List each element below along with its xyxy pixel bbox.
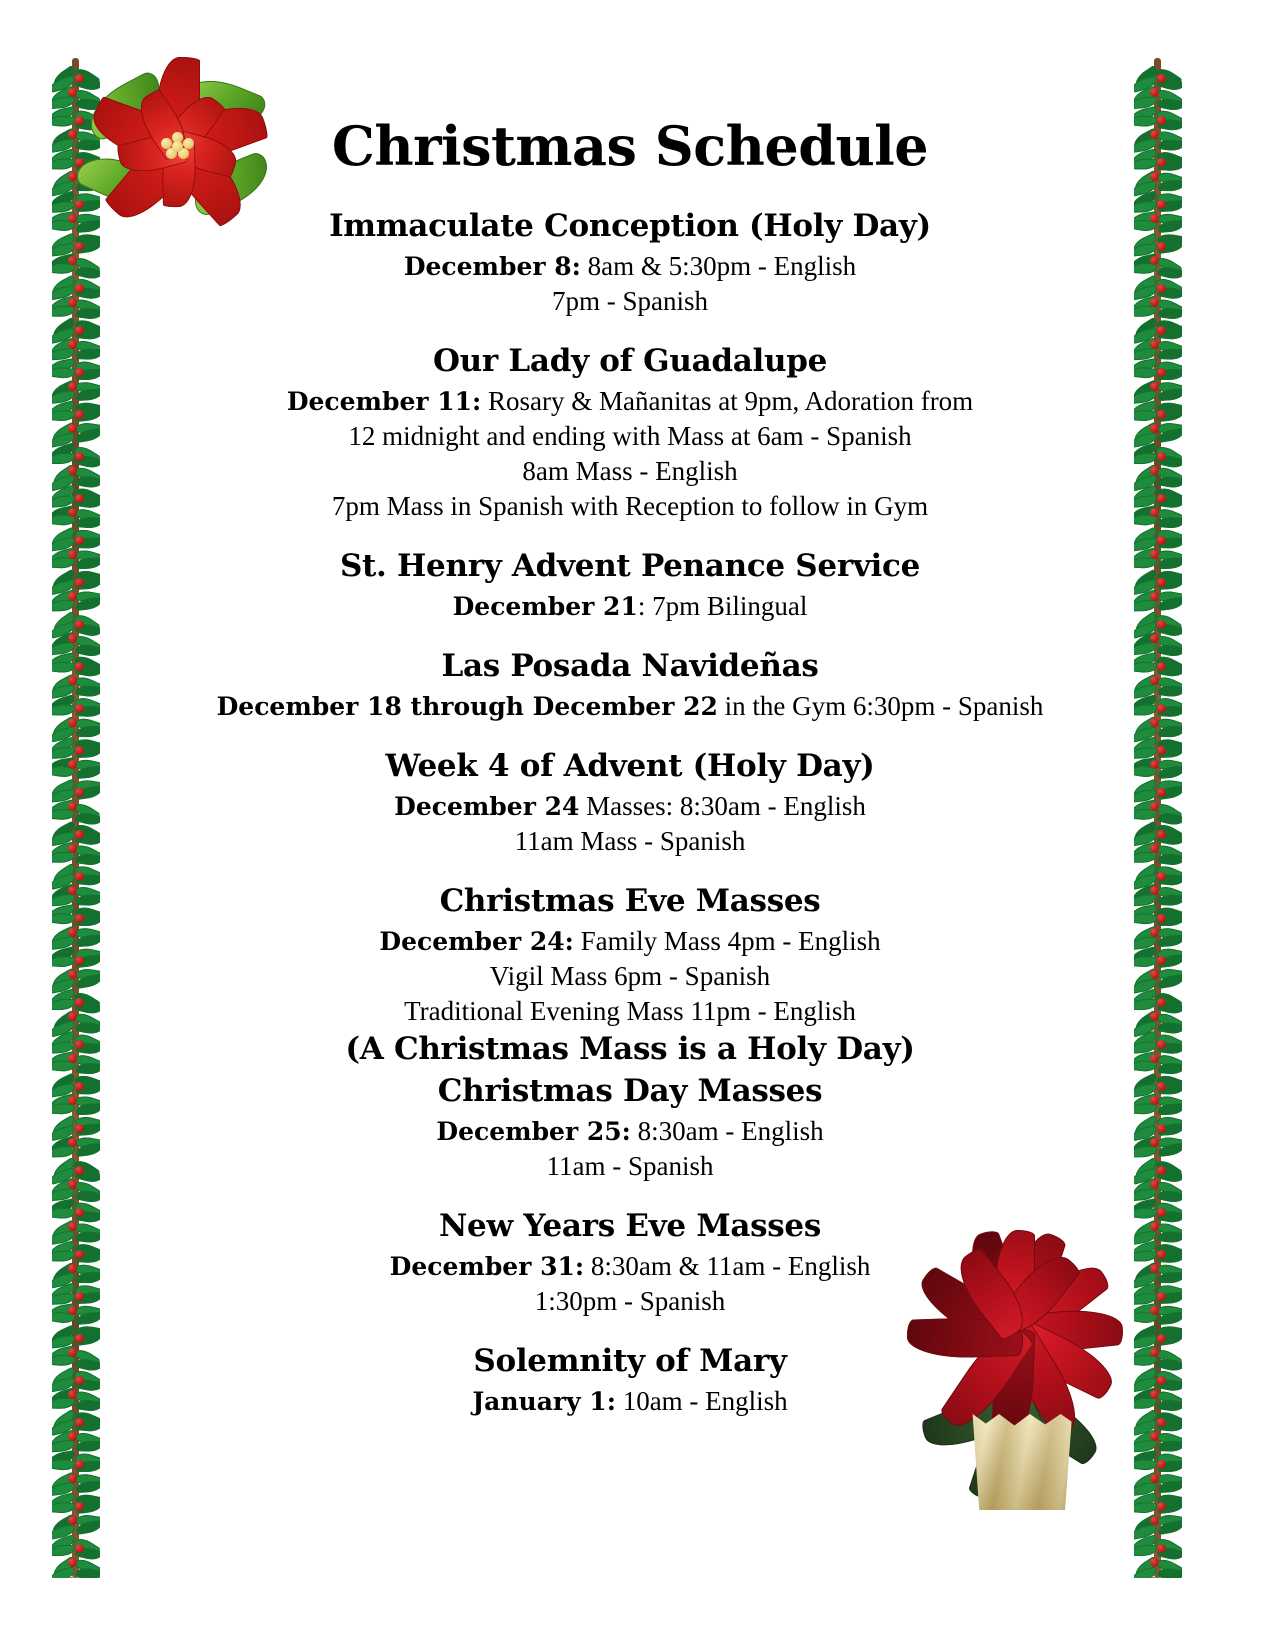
section-heading: New Years Eve Masses (439, 1208, 821, 1245)
section-heading: Week 4 of Advent (Holy Day) (385, 748, 875, 785)
line-detail: 11am Mass - Spanish (514, 826, 746, 857)
holly-berry (1150, 886, 1159, 895)
holly-berry (68, 1516, 77, 1525)
section-line (130, 789, 1130, 824)
holly-berry (68, 1558, 77, 1567)
date-label: January 1: (472, 1386, 616, 1416)
holly-berry (1150, 1474, 1159, 1483)
holly-berry (1150, 508, 1159, 517)
holly-berry (1150, 172, 1159, 181)
holly-berry (1150, 1558, 1159, 1567)
holly-berry (68, 718, 77, 727)
section-line (130, 824, 1130, 859)
holly-berry (1150, 844, 1159, 853)
holly-berry (68, 256, 77, 265)
holly-berry (68, 1054, 77, 1063)
holly-berry (1150, 970, 1159, 979)
section-heading: Christmas Day Masses (437, 1073, 823, 1110)
holly-berry (1150, 1432, 1159, 1441)
holly-berry (1150, 1054, 1159, 1063)
holly-berry (1150, 592, 1159, 601)
section-line (130, 994, 1130, 1029)
date-label: December 18 through December 22 (216, 692, 718, 722)
holly-berry (1150, 676, 1159, 685)
schedule-sections (130, 208, 1130, 1419)
section-heading: Immaculate Conception (Holy Day) (329, 208, 931, 245)
holly-berry (68, 844, 77, 853)
section-note: (A Christmas Mass is a Holy Day) (345, 1031, 915, 1068)
section-line (130, 284, 1130, 319)
section-line (130, 1149, 1130, 1184)
section-line (130, 924, 1130, 959)
section-heading: Solemnity of Mary (473, 1343, 787, 1380)
section-heading: Christmas Eve Masses (439, 883, 821, 920)
line-detail: : 7pm Bilingual (637, 591, 808, 622)
schedule-content (130, 114, 1130, 1443)
holly-berry (68, 466, 77, 475)
section-line (130, 589, 1130, 624)
holly-berry (1150, 1264, 1159, 1273)
date-label: December 24 (394, 791, 580, 821)
holly-berry (68, 508, 77, 517)
holly-berry (68, 802, 77, 811)
holly-berry (1150, 130, 1159, 139)
section-heading: Las Posada Navideñas (441, 648, 819, 685)
holly-berry (1150, 298, 1159, 307)
line-detail: 7pm - Spanish (551, 286, 708, 317)
holly-berry (68, 970, 77, 979)
section-line (130, 384, 1130, 419)
holly-berry (68, 1390, 77, 1399)
section-line (130, 1249, 1130, 1284)
line-detail: 8:30am - English (630, 1115, 824, 1146)
holly-leaf (1134, 1576, 1159, 1578)
section-heading: St. Henry Advent Penance Service (339, 548, 921, 585)
section-line (130, 959, 1130, 994)
holly-berry (68, 592, 77, 601)
holly-berry (68, 634, 77, 643)
schedule-section (130, 548, 1130, 624)
holly-berry (68, 760, 77, 769)
holly-berry (68, 1474, 77, 1483)
holly-berry (1150, 88, 1159, 97)
section-line (130, 419, 1130, 454)
holly-berry (1150, 1096, 1159, 1105)
schedule-section (130, 1073, 1130, 1184)
section-line (130, 454, 1130, 489)
section-line (130, 1384, 1130, 1419)
holly-berry (1150, 340, 1159, 349)
holly-berry (68, 886, 77, 895)
holly-sprig (1134, 1570, 1182, 1578)
line-detail: 12 midnight and ending with Mass at 6am - Spanish (348, 421, 912, 452)
schedule-section (130, 748, 1130, 859)
section-line (130, 249, 1130, 284)
date-label: December 8: (403, 251, 581, 281)
section-line (130, 489, 1130, 524)
holly-berry (68, 130, 77, 139)
holly-berry (68, 1096, 77, 1105)
holly-berry (1150, 1516, 1159, 1525)
holly-berry (68, 1180, 77, 1189)
line-detail: Vigil Mass 6pm - Spanish (489, 961, 771, 992)
schedule-section (130, 883, 1130, 1069)
holly-berry (1150, 718, 1159, 727)
line-detail: 8am Mass - English (522, 456, 738, 487)
holly-berry (1150, 1222, 1159, 1231)
holly-berry (1150, 634, 1159, 643)
line-detail: 7pm Mass in Spanish with Reception to follow in Gym (331, 491, 929, 522)
section-line (130, 1114, 1130, 1149)
holly-berry (1150, 1306, 1159, 1315)
date-label: December 21 (452, 592, 638, 622)
holly-berry (68, 1222, 77, 1231)
holly-leaf (52, 1576, 77, 1578)
holly-berry (1150, 466, 1159, 475)
line-detail: 8am & 5:30pm - English (580, 250, 857, 281)
schedule-section (130, 1343, 1130, 1419)
holly-berry (1150, 1390, 1159, 1399)
holly-berry (68, 1348, 77, 1357)
holly-berry (1150, 256, 1159, 265)
line-detail: 1:30pm - Spanish (534, 1285, 726, 1316)
date-label: December 25: (436, 1116, 631, 1146)
holly-berry (68, 1306, 77, 1315)
line-detail: 8:30am & 11am - English (584, 1250, 871, 1281)
holly-berry (68, 382, 77, 391)
holly-berry (68, 550, 77, 559)
holly-berry (1150, 550, 1159, 559)
section-line (130, 1284, 1130, 1319)
line-detail: Masses: 8:30am - English (579, 790, 866, 821)
holly-berry (1150, 928, 1159, 937)
page-title: Christmas Schedule (331, 114, 929, 178)
holly-berry (1150, 214, 1159, 223)
line-detail: Rosary & Mañanitas at 9pm, Adoration from (481, 385, 974, 416)
holly-berry (68, 298, 77, 307)
holly-berry (68, 1012, 77, 1021)
schedule-section (130, 648, 1130, 724)
holly-berry (1150, 1348, 1159, 1357)
holly-berry (68, 676, 77, 685)
schedule-section (130, 343, 1130, 524)
holly-berry (68, 1432, 77, 1441)
holly-berry (1150, 1138, 1159, 1147)
line-detail: 10am - English (615, 1385, 788, 1416)
holly-berry (1150, 424, 1159, 433)
holly-berry (1150, 802, 1159, 811)
holly-berry (68, 1264, 77, 1273)
holly-berry (68, 88, 77, 97)
line-detail: in the Gym 6:30pm - Spanish (717, 691, 1044, 722)
holly-leaf (1156, 1577, 1182, 1578)
date-label: December 24: (379, 926, 574, 956)
line-detail: 11am - Spanish (546, 1150, 714, 1181)
holly-berry (68, 928, 77, 937)
holly-berry (68, 1138, 77, 1147)
section-line (130, 689, 1130, 724)
schedule-section (130, 208, 1130, 319)
holly-berry (68, 340, 77, 349)
section-heading: Our Lady of Guadalupe (432, 343, 828, 380)
holly-berry (1150, 1012, 1159, 1021)
holly-sprig (52, 1570, 100, 1578)
holly-leaf (74, 1577, 100, 1578)
holly-berry (68, 424, 77, 433)
line-detail: Family Mass 4pm - English (573, 925, 881, 956)
date-label: December 11: (286, 386, 482, 416)
holly-berry (1150, 760, 1159, 769)
holly-berry (68, 214, 77, 223)
holly-garland-left (52, 58, 100, 1578)
holly-berry (1150, 382, 1159, 391)
date-label: December 31: (389, 1251, 585, 1281)
schedule-section (130, 1208, 1130, 1319)
line-detail: Traditional Evening Mass 11pm - English (404, 996, 856, 1027)
holly-berry (1150, 1180, 1159, 1189)
